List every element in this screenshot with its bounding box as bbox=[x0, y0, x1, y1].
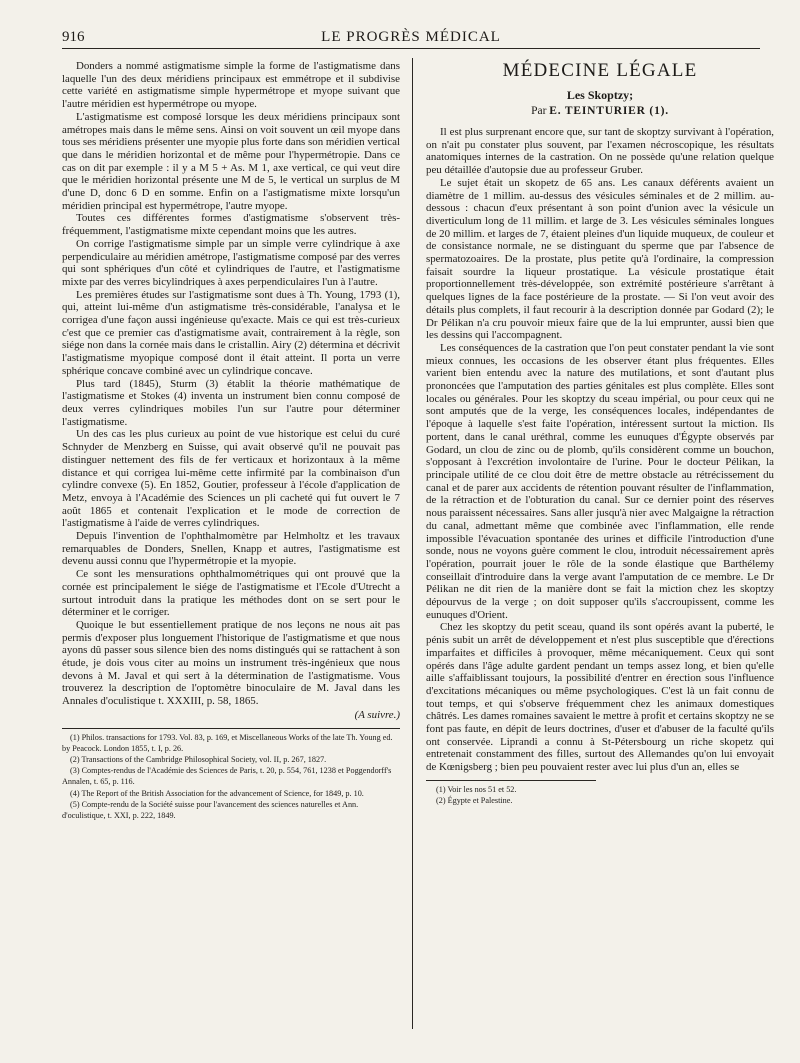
footnote: (4) The Report of the British Association for the advancement of Science, for 1849, p. 10. bbox=[70, 788, 364, 798]
footnote: (2) Égypte et Palestine. bbox=[436, 795, 513, 805]
article-title: Les Skoptzy; bbox=[566, 88, 634, 102]
paragraph: Ce sont les mensurations ophthalmométriques qui ont prouvé que la cornée est principalement le siége de l'astigmatisme et l'Ecole d'Utrecht a surtout introduit dans la pratique les méthodes dont on se sert pour le déterminer et le corriger. bbox=[62, 568, 400, 619]
footnote: (1) Philos. transactions for 1793. Vol. 83, p. 169, et Miscellaneous Works of the late Th. Young ed. by Peacock. London 1855, t. I, p. 26. bbox=[62, 732, 393, 753]
left-footnotes bbox=[62, 728, 400, 822]
byline bbox=[426, 103, 774, 119]
running-title: LE PROGRÈS MÉDICAL bbox=[321, 28, 501, 45]
page-header bbox=[62, 26, 760, 49]
paragraph: Un des cas les plus curieux au point de vue historique est celui du curé Schnyder de Menzberg en Suisse, qui avait observé qu'il ne pouvait pas distinguer nettement des fils de fer verticaux et horizontaux à la même distance et qui corrigea lui-même cette infirmité par la combinaison d'un cylindre convexe (5). En 1852, Goutier, professeur à l'école d'application de Metz, envoya à l'Académie des Sciences un pli cacheté qui fut ouvert le 7 août 1865 et contenait l'explication et le mode de correction de l'astigmatisme à l'aide de verres cylindriques. bbox=[62, 428, 400, 530]
column-divider bbox=[412, 58, 413, 1029]
section-title: MÉDECINE LÉGALE bbox=[502, 60, 698, 81]
footnote: (1) Voir les nos 51 et 52. bbox=[436, 784, 517, 794]
left-article-body bbox=[62, 60, 400, 708]
paragraph: Les premières études sur l'astigmatisme sont dues à Th. Young, 1793 (1), qui, atteint lui-même d'un astigmatisme très-considérable, l'analysa et le corrigea d'une façon aussi ingénieuse qu'exacte. Mais ce qui est très-curieux c'est que ce premier cas d'astigmatisme avait, contrairement à la règle, son siége non dans la cornée mais dans le cristallin. Airy (2) détermina et décrivit l'astigmatisme myopique composé dont il était atteint. Il porta un verre sphérique concave combiné avec un cylindrique concave. bbox=[62, 288, 400, 377]
paragraph: Toutes ces différentes formes d'astigmatisme s'observent très-fréquemment, l'astigmatisme mixte cependant moins que les autres. bbox=[62, 212, 400, 238]
footnote: (2) Transactions of the Cambridge Philosophical Society, vol. II, p. 267, 1827. bbox=[70, 754, 327, 764]
paragraph: Depuis l'invention de l'ophthalmomètre par Helmholtz et les travaux remarquables de Donders, Snellen, Knapp et autres, l'astigmatisme est devenu aussi connu que l'hypermétropie et la myopie. bbox=[62, 530, 400, 568]
right-column bbox=[426, 60, 774, 1027]
right-footnotes bbox=[426, 780, 596, 806]
right-article-body bbox=[426, 126, 774, 774]
paragraph: Les conséquences de la castration que l'on peut constater pendant la vie sont mieux connues, les occasions de les observer étant plus fréquentes. Elles varient bien entendu avec la nature des mutilations, et sont d'autant plus prononcées que l'amputation des parties génitales est plus complète. Elles sont locales ou générales. Pour les skoptzy du sceau impérial, ou pour ceux qui ne sont amputés que de la verge, les conséquences locales, indépendantes de l'époque à laquelle s'est faite l'opération, intéressent surtout la miction. Ils portent, dans le canal uréthral, comme les eunuques d'Égypte observés par Godard, un clou de zinc ou de plomb, qu'ils considèrent comme un bouchon, s'opposant à l'excrétion involontaire de l'urine. Pour le docteur Pélikan, la principale utilité de ce clou doit être de mettre obstacle au rétrécissement du canal et de parer aux accidents de rétention pouvant résulter de l'inflammation, de la rétraction et de l'obturation du canal. Sur ce dernier point des réserves nous paraissent nécessaires. Sans aller jusqu'à nier avec Malgaigne la rétraction du canal, admettant même que combinée avec l'inflammation, elle rende impossible l'évacuation spontanée des urines et difficile l'introduction d'une sonde, nous ne voyons guère comment le clou, introduit nécessairement après l'opération, pourrait jouer le rôle de la sonde élastique que Barthélemy conseillait d'introduire dans la verge avant l'amputation de ce membre. Le Dr Pélikan ne dit rien de la manière dont se fait la miction chez les skoptzy dépourvus de la verge ; on doit supposer qu'ils s'accroupissent, comme les eunuques d'Orient. bbox=[426, 341, 774, 621]
paragraph: Quoique le but essentiellement pratique de nos leçons ne nous ait pas permis d'exposer plus longuement l'historique de l'astigmatisme et que nous ayons dû passer sous silence bien des noms distingués qui se rattachent à son étude, je dois vous citer au moins un instrument très-ingénieux que nous devons à M. Javal et qui sert à la détermination de l'astigmatisme. Vous trouverez la description de l'optomètre binoculaire de M. Javal dans les Annales d'oculistique t. XXXIII, p. 58, 1865. bbox=[62, 618, 400, 708]
footnote: (5) Compte-rendu de la Société suisse pour l'avancement des sciences naturelles et Ann. d'oculistique, t. XXI, p. 222, 1849. bbox=[62, 799, 359, 820]
paragraph: Le sujet était un skopetz de 65 ans. Les canaux déférents avaient un diamètre de 1 millim. au-dessus des vésicules séminales et de 2 millim. au-dessous : chacun d'eux présentant à son point d'union avec la vésicule un diverticulum long de 11 millim. et large de 3. Les vésicules séminales longues de 20 millim. et larges de 7, étaient pleines d'un liquide muqueux, de couleur et de consistance normale, ne se distinguant du sperme que par l'absence de spermatozoaires. De la prostate, plus petite qu'à l'ordinaire, la compression faisait sourdre la liqueur prostatique. La vésicule prostatique était proportionnellement très-développée, son extrémité postérieure s'arrêtant à quelques lignes de la face postérieure de la prostate. — Si l'on veut avoir des détails plus complets, il faut recourir à la description donnée par Godard (2); le Dr Pélikan n'a cru pouvoir mieux faire que de la lui emprunter, aussi bien que les dessins qui l'accompagnent. bbox=[426, 176, 774, 342]
page-number: 916 bbox=[62, 28, 85, 45]
byline-prefix: Par bbox=[531, 105, 547, 117]
paragraph: Il est plus surprenant encore que, sur tant de skoptzy survivant à l'opération, on n'ait pu constater plus souvent, par l'examen nécroscopique, les résultats anatomiques internes de la castration. On ne possède qu'une relation quelque peu détaillée d'autopsie due au professeur Gruber. bbox=[426, 126, 774, 177]
to-be-continued: (A suivre.) bbox=[354, 708, 400, 721]
footnote: (3) Comptes-rendus de l'Académie des Sciences de Paris, t. 20, p. 554, 761, 1238 et Poggendorff's Annalen, t. 65, p. 116. bbox=[62, 766, 392, 787]
paragraph: Plus tard (1845), Sturm (3) établit la théorie mathématique de l'astigmatisme et Stokes (4) inventa un instrument bien connu composé de deux verres cylindriques mobiles l'un sur l'autre pour déterminer l'astigmatisme. bbox=[62, 377, 400, 428]
paragraph: Chez les skoptzy du petit sceau, quand ils sont opérés avant la puberté, le pénis subit un arrêt de développement et n'est plus susceptible que d'érections imparfaites et difficiles à provoquer, même mécaniquement. Ceux qui sont opérés dans l'âge adulte gardent pendant un temps assez long, et bien qu'elle aille s'affaiblissant toujours, la possibilité d'entrer en érection sous l'influence d'excitations mécaniques ou même psychologiques. C'est là un fait connu de tout temps, et qui s'observe fréquemment chez les animaux domestiques châtrés. Les dames romaines savaient le mettre à profit et certains skoptzy ne se font pas faute, en dépit de leurs doctrines, d'user et d'abuser de la faculté qu'ils ont conservée. Liprandi a connu à St-Pétersbourg un riche skopetz qui entretenait constamment des filles, surtout des Allemandes qu'on lui envoyait de Kœnigsberg ; bien peu pouvaient rester avec lui plus d'un an, elles se bbox=[426, 621, 774, 774]
paragraph: On corrige l'astigmatisme simple par un simple verre cylindrique à axe perpendiculaire au méridien amétrope, l'astigmatisme composé par des verres qui sont sphériques d'un côté et cylindriques de l'autre, et l'astigmatisme mixte par des verres bicylindriques à axes perpendiculaires l'un à l'autre. bbox=[62, 237, 400, 288]
author-name: E. TEINTURIER (1). bbox=[549, 105, 669, 117]
paragraph: L'astigmatisme est composé lorsque les deux méridiens principaux sont amétropes mais dans le même sens. Ainsi on voit souvent un œil myope dans tous ses méridiens présenter une myopie plus forte dans son méridien vertical que dans le méridien horizontal et de même pour l'hypermétropie. Dans ce cas on dit par exemple : il y a M 5 + As. M 1, axe vertical, ce qui veut dire que le méridien horizontal présente une M de 5, le vertical un surplus de M d'une D, donc 6 D en somme. Enfin on a l'astigmatisme mixte lorsqu'un méridien principal est hypermétrope, l'autre myope. bbox=[62, 110, 400, 212]
paragraph: Donders a nommé astigmatisme simple la forme de l'astigmatisme dans laquelle l'un des deux méridiens principaux est emmétrope et il subdivise cette variété en astigmatisme simple hypermétrope et myope suivant que l'autre méridien est hypermétrope ou myope. bbox=[62, 60, 400, 111]
left-column bbox=[62, 60, 400, 1027]
